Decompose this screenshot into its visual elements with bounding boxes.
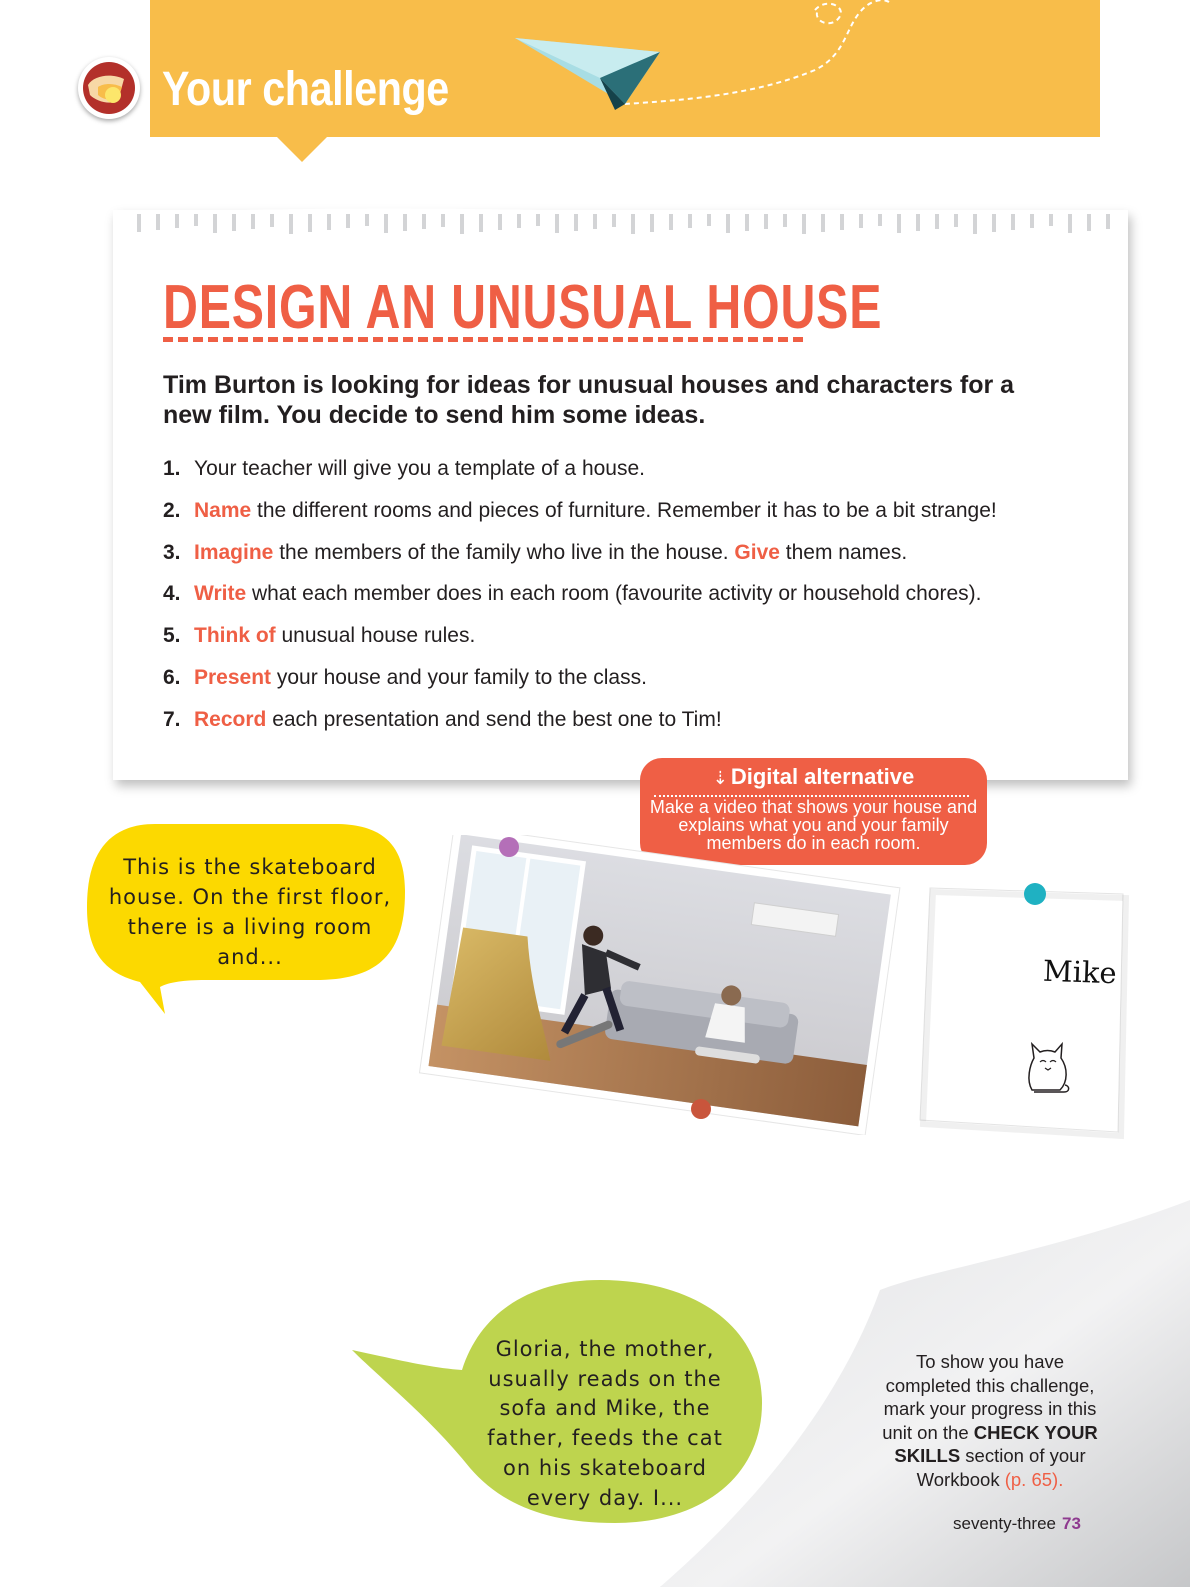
perforation-hole xyxy=(194,214,198,226)
perforation-hole xyxy=(783,214,787,227)
perforation-hole xyxy=(840,214,844,230)
perforation-hole xyxy=(555,214,559,233)
step-item: 3. Imagine the members of the family who live in the house. Give them names. xyxy=(163,540,908,564)
challenge-badge-icon xyxy=(78,57,140,119)
page-number: 73 xyxy=(1062,1514,1081,1533)
perforation-hole xyxy=(631,214,635,234)
step-item: 2. Name the different rooms and pieces of furniture. Remember it has to be a bit strange! xyxy=(163,498,997,522)
workbook-reference: (p. 65). xyxy=(1004,1468,1064,1490)
perforation-hole xyxy=(346,214,350,228)
perforation-hole xyxy=(688,214,692,228)
perforation-hole xyxy=(707,214,711,226)
speech-bubble-text: This is the skateboard house. On the first floor, there is a living room and... xyxy=(108,855,392,969)
perforation-hole xyxy=(156,214,160,230)
perforation-hole xyxy=(745,214,749,231)
perforation-hole xyxy=(650,214,654,232)
perforation-hole xyxy=(365,214,369,226)
perforation-hole xyxy=(232,214,236,231)
banner-pointer xyxy=(276,136,328,162)
step-list xyxy=(163,455,1113,748)
perforation-hole xyxy=(821,214,825,232)
perforation-hole xyxy=(384,214,388,233)
page-footer xyxy=(953,1514,1081,1534)
challenge-intro: Tim Burton is looking for ideas for unusual houses and characters for a new film. You decide to send him some ideas. xyxy=(163,371,1015,429)
notepad-perforation xyxy=(113,200,1128,250)
perforation-hole xyxy=(460,214,464,234)
perforation-hole xyxy=(517,214,521,228)
challenge-title: DESIGN AN UNUSUAL HOUSE xyxy=(163,273,883,342)
skateboard-house-photo xyxy=(412,835,902,1135)
sticky-note xyxy=(918,880,1133,1142)
perforation-hole xyxy=(992,214,996,232)
paper-plane-icon xyxy=(515,0,890,115)
perforation-hole xyxy=(1030,214,1034,228)
step-item: 4. Write what each member does in each room (favourite activity or household chores). xyxy=(163,582,982,606)
download-arrow-icon: ⇣ xyxy=(712,768,728,788)
perforation-hole xyxy=(327,214,331,230)
perforation-hole xyxy=(479,214,483,232)
step-item: 5. Think of unusual house rules. xyxy=(163,624,476,648)
step-item: 6. Present your house and your family to the class. xyxy=(163,665,647,689)
perforation-hole xyxy=(1011,214,1015,230)
speech-bubble-text: Gloria, the mother, usually reads on the sofa and Mike, the father, feeds the cat on his skateboard every day. I... xyxy=(487,1337,723,1510)
digital-alternative-heading: ⇣ Digital alternative xyxy=(712,764,915,789)
perforation-hole xyxy=(308,214,312,232)
perforation-hole xyxy=(612,214,616,227)
perforation-hole xyxy=(403,214,407,231)
perforation-hole xyxy=(536,214,540,226)
perforation-hole xyxy=(1049,214,1053,226)
note-name: Mike xyxy=(1042,953,1118,991)
title-underline xyxy=(163,337,803,342)
step-item: 7. Record each presentation and send the best one to Tim! xyxy=(163,707,722,731)
perforation-hole xyxy=(935,214,939,229)
perforation-hole xyxy=(764,214,768,229)
digital-alternative-text: Make a video that shows your house and explains what you and your family members do in each room. xyxy=(649,797,978,853)
perforation-hole xyxy=(954,214,958,227)
perforation-hole xyxy=(175,214,179,228)
perforation-hole xyxy=(270,214,274,227)
perforation-hole xyxy=(897,214,901,233)
perforation-hole xyxy=(574,214,578,231)
perforation-hole xyxy=(213,214,217,233)
perforation-hole xyxy=(878,214,882,226)
perforation-hole xyxy=(916,214,920,231)
perforation-hole xyxy=(422,214,426,229)
section-title: Your challenge xyxy=(162,63,449,116)
perforation-hole xyxy=(1106,214,1110,229)
perforation-hole xyxy=(973,214,977,234)
page-word: seventy-three xyxy=(953,1514,1056,1533)
perforation-hole xyxy=(593,214,597,229)
perforation-hole xyxy=(251,214,255,229)
cat-icon xyxy=(1020,1040,1075,1098)
perforation-hole xyxy=(441,214,445,227)
perforation-hole xyxy=(726,214,730,233)
perforation-hole xyxy=(289,214,293,234)
perforation-hole xyxy=(802,214,806,234)
perforation-hole xyxy=(137,214,141,232)
perforation-hole xyxy=(498,214,502,230)
perforation-hole xyxy=(1068,214,1072,233)
perforation-hole xyxy=(669,214,673,230)
step-item: 1. Your teacher will give you a template of a house. xyxy=(163,457,645,480)
progress-instructions: To show you have completed this challenge, mark your progress in this unit on the CHECK YOUR SKILLS section of your Workbook (p. 65). xyxy=(882,1351,1098,1490)
perforation-hole xyxy=(859,214,863,228)
perforation-hole xyxy=(1087,214,1091,231)
